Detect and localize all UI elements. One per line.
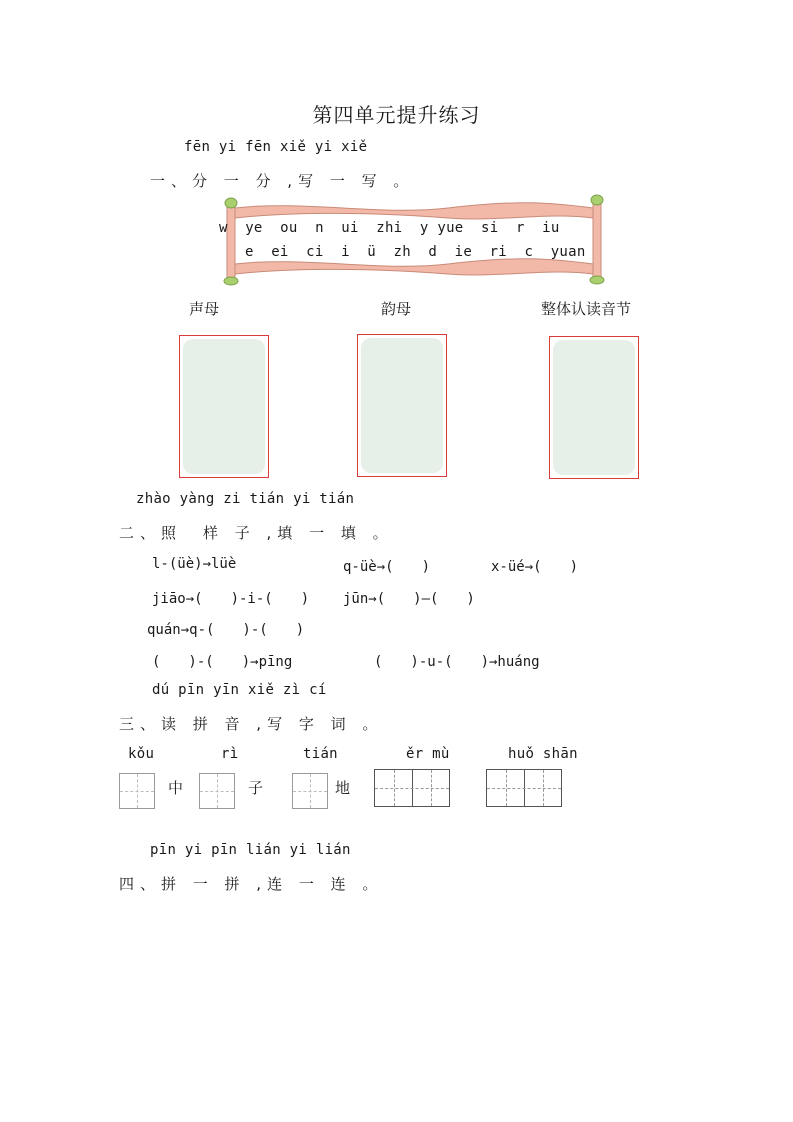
exercise-line1-example: l-(üè)→lüè xyxy=(152,556,237,572)
word-pinyin-ermu: ěr mù xyxy=(406,746,450,762)
category-label-shengmu: 声母 xyxy=(189,300,220,318)
scroll-row-2: e ei ci i ü zh d ie ri c yuan xyxy=(245,244,586,260)
exercise-line2-jun[interactable]: jūn→( )—( ) xyxy=(343,591,475,607)
word-pinyin-kou: kǒu xyxy=(128,746,155,762)
section1-heading: 一、分 一 分 ,写 一 写 。 xyxy=(150,172,415,190)
given-char-di: 地 xyxy=(335,779,351,797)
exercise-line4-huang[interactable]: ( )-u-( )→huáng xyxy=(374,654,540,670)
section1-pinyin: fēn yi fēn xiě yi xiě xyxy=(184,139,368,155)
exercise-line2-jiao[interactable]: jiāo→( )-i-( ) xyxy=(152,591,310,607)
exercise-line1-x[interactable]: x-üé→( ) xyxy=(491,559,579,575)
section4-pinyin: pīn yi pīn lián yi lián xyxy=(150,842,351,858)
given-char-zi: 子 xyxy=(248,779,264,797)
section3-pinyin: dú pīn yīn xiě zì cí xyxy=(152,682,327,698)
writing-grid-ri[interactable] xyxy=(199,773,235,809)
answer-box-shengmu[interactable] xyxy=(179,335,269,478)
scroll-row-1: w ye ou n ui zhi y yue si r iu xyxy=(219,220,560,236)
writing-grid-ermu[interactable] xyxy=(374,769,450,807)
writing-grid-huoshan[interactable] xyxy=(486,769,562,807)
section3-heading: 三、读 拼 音 ,写 字 词 。 xyxy=(119,715,384,733)
section2-pinyin: zhào yàng zi tián yi tián xyxy=(136,491,355,507)
writing-grid-kou[interactable] xyxy=(119,773,155,809)
word-pinyin-ri: rì xyxy=(221,746,239,762)
category-label-yunmu: 韵母 xyxy=(381,300,412,318)
section4-heading: 四、拼 一 拼 ,连 一 连 。 xyxy=(119,875,384,893)
exercise-line3-quan[interactable]: quán→q-( )-( ) xyxy=(147,622,305,638)
page-title: 第四单元提升练习 xyxy=(312,103,481,127)
word-pinyin-tian: tián xyxy=(303,746,338,762)
section2-heading: 二、照 样 子 ,填 一 填 。 xyxy=(119,524,394,542)
exercise-line4-ping[interactable]: ( )-( )→pīng xyxy=(152,654,293,670)
writing-grid-tian[interactable] xyxy=(292,773,328,809)
word-pinyin-huoshan: huǒ shān xyxy=(508,746,578,762)
exercise-line1-q[interactable]: q-üè→( ) xyxy=(343,559,431,575)
given-char-zhong: 中 xyxy=(168,779,184,797)
answer-box-zhengti[interactable] xyxy=(549,336,639,479)
category-label-zhengti: 整体认读音节 xyxy=(541,300,632,318)
answer-box-yunmu[interactable] xyxy=(357,334,447,477)
pinyin-scroll-banner xyxy=(218,194,610,286)
